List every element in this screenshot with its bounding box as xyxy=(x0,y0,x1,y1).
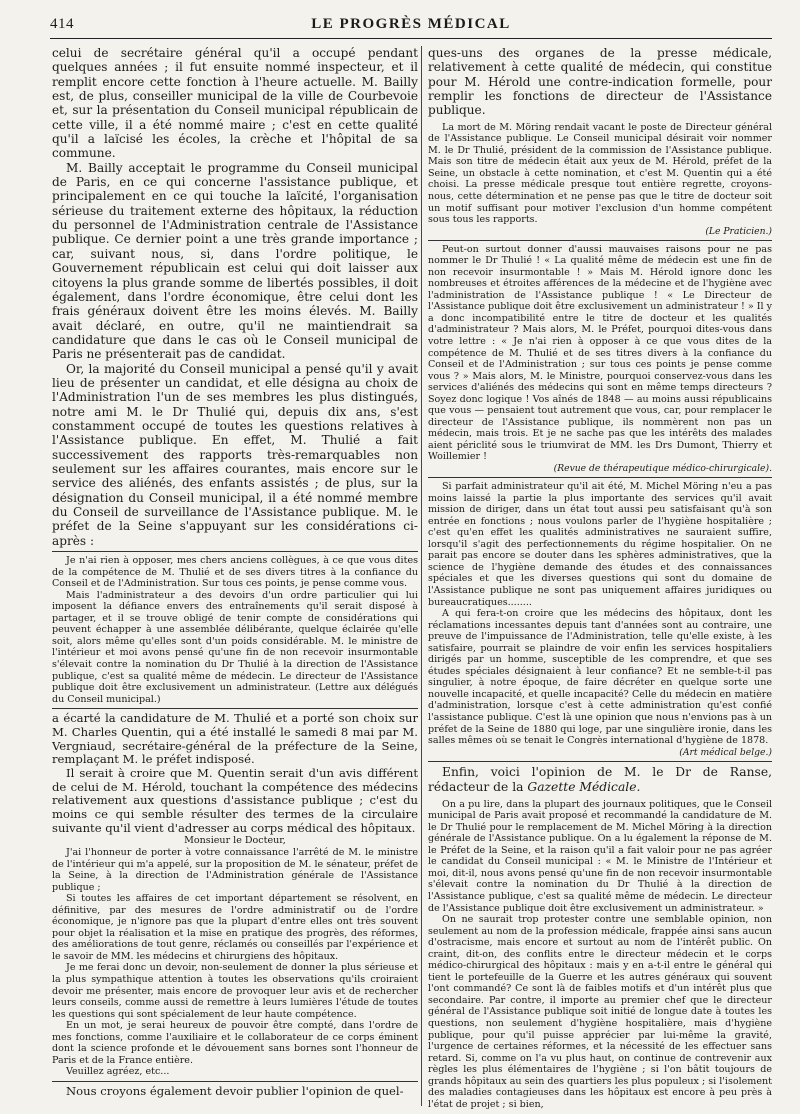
section-heading-text: Enfin, voici l'opinion de M. le Dr de Ranse, rédacteur de la xyxy=(428,764,772,794)
page-number: 414 xyxy=(50,16,74,32)
quote-paragraph: On a pu lire, dans la plupart des journaux politiques, que le Conseil municipal de Paris avait proposé et recommandé la candidature de M. le Dr Thulié pour le remplacement de M. Michel Möring à la direction générale de l'Assistance publique. On a lu également la réponse de M. le Préfet de la Seine, et la raison qu'il a fait valoir pour ne pas agréer le candidat du Conseil municipal : « M. le Ministre de l'Intérieur et moi, dit-il, nous avons pensé qu'une fin de non recevoir insurmontable s'élevait contre la nomination du Dr Thulié à la direction de l'Assistance publique, c'est sa qualité même de médecin. Le directeur de l'Assistance publique doit être exclusivement un administrateur. » xyxy=(428,798,772,914)
paragraph: M. Bailly acceptait le programme du Conseil municipal de Paris, en ce qui concerne l'assistance publique, et principalement en ce qui touche la laïcité, l'organisation sérieuse du traitement externe des hôpitaux, la réduction du personnel de l'Administration centrale de l'Assistance publique. Ce dernier point a une très grande importance ; car, suivant nous, si, dans l'ordre politique, le Gouvernement républicain est celui qui doit laisser aux citoyens la plus grande somme de libertés possibles, il doit également, dans l'ordre économique, être celui dont les frais généraux doivent être les moins élevés. M. Bailly avait déclaré, en outre, qu'il ne maintiendrait sa candidature que dans le cas où le Conseil municipal de Paris ne présenterait pas de candidat. xyxy=(52,160,418,362)
paragraph: a écarté la candidature de M. Thulié et a porté son choix sur M. Charles Quentin, qui a été installé le samedi 8 mai par M. Vergniaud, secrétaire-général de la préfecture de la Seine, remplaçant M. le préfet indisposé. xyxy=(52,711,418,767)
quote-paragraph: Je n'ai rien à opposer, mes chers anciens collègues, à ce que vous dites de la compétence de M. Thulié et de ses divers titres à la confiance du Conseil et de l'Administration. Sur tous ces points, je pense comme vous. xyxy=(52,555,418,590)
quote-paragraph: La mort de M. Möring rendait vacant le poste de Directeur général de l'Assistance publique. Le Conseil municipal désirait voir nommer M. le Dr Thulié, président de la commission de l'Assistance publique. Mais son titre de médecin était aux yeux de M. Hérold, préfet de la Seine, un obstacle à cette nomination, et c'est M. Quentin qui a été choisi. La presse médicale presque tout entière regrette, croyons-nous, cette détermination et ne pense pas que le titre de docteur soit un motif suffisant pour motiver l'exclusion d'un homme compétent sous tous les rapports. xyxy=(428,121,772,226)
quote-paragraph: Mais l'administrateur a des devoirs d'un ordre particulier qui lui imposent la défiance envers des entraînements qu'il serait disposé à partager, et il se trouve obligé de tenir compte de considérations qui peuvent échapper à une assemblée délibérante, quelque éclairée qu'elle soit, alors même qu'elles sont d'un poids considérable. M. le ministre de l'intérieur et moi avons pensé qu'une fin de non recevoir insurmontable s'élevait contre la nomination du Dr Thulié à la direction de l'Assistance publique, c'est sa qualité même de médecin. Le directeur de l'Assistance publique doit être exclusivement un administrateur. (Lettre aux délégués du Conseil municipal.) xyxy=(52,589,418,705)
quote-rule xyxy=(428,761,772,762)
quote-source: (Art médical belge.) xyxy=(679,746,772,758)
section-heading xyxy=(428,765,772,795)
letter-paragraph: J'ai l'honneur de porter à votre connaissance l'arrêté de M. le ministre de l'intérieur qui m'a appelé, sur la proposition de M. le sénateur, préfet de la Seine, à la direction de l'Administration générale de l'Assistance publique ; xyxy=(52,847,418,893)
letter-salutation: Monsieur le Docteur, xyxy=(184,835,286,847)
running-head xyxy=(50,14,772,39)
paragraph: Il serait à croire que M. Quentin serait d'un avis différent de celui de M. Hérold, touchant la compétence des médecins relativement aux questions d'assistance publique ; c'est du moins ce qui semble résulter des termes de la circulaire suivante qu'il vient d'adresser au corps médical des hôpitaux. xyxy=(52,765,418,835)
paragraph: celui de secrétaire général qu'il a occupé pendant quelques années ; il fut ensuite nommé inspecteur, et il remplit encore cette fonction à l'heure actuelle. M. Bailly est, de plus, conseiller municipal de la ville de Courbevoie et, sur la présentation du Conseil municipal républicain de cette ville, il a été nommé maire ; c'est en cette qualité qu'il a laïcisé les écoles, la crèche et l'hôpital de sa commune. xyxy=(52,46,418,161)
quote-rule xyxy=(52,708,418,709)
paragraph: Or, la majorité du Conseil municipal a pensé qu'il y avait lieu de présenter un candidat, et elle désigna au choix de l'Administration l'un de ses membres les plus distingués, notre ami M. le Dr Thulié qui, depuis dix ans, s'est constamment occupé de toutes les questions relatives à l'Assistance publique. En effet, M. Thulié a fait successivement des rapports très-remarquables non seulement sur les affaires courantes, mais encore sur le service des aliénés, des enfants assistés ; de plus, sur la désignation du Conseil municipal, il a été nommé membre du Conseil de surveillance de l'Assistance publique. M. le préfet de la Seine s'appuyant sur les considérations ci-après : xyxy=(52,361,418,548)
quote-rule xyxy=(428,240,772,241)
quote-rule xyxy=(52,1081,418,1082)
letter-paragraph: En un mot, je serai heureux de pouvoir être compté, dans l'ordre de mes fonctions, comme l'auxiliaire et le collaborateur de ce corps éminent dont la science profonde et le dévouement sans bornes sont l'honneur de Paris et de la France entière. xyxy=(52,1020,418,1066)
column-divider xyxy=(421,46,422,1106)
letter-closing: Veuillez agréez, etc... xyxy=(66,1066,170,1078)
quote-rule xyxy=(428,477,772,478)
quote-source: (Le Praticien.) xyxy=(705,225,772,237)
paragraph: Nous croyons également devoir publier l'opinion de quel- xyxy=(66,1083,404,1098)
letter-paragraph: Je me ferai donc un devoir, non-seulement de donner la plus sérieuse et la plus sympathique attention à toutes les observations qu'ils croiraient devoir me présenter, mais encore de provoquer leur avis et de rechercher leurs conseils, comme aussi de remettre à leurs lumières l'étude de toutes les questions qui sont spécialement de leur haute compétence. xyxy=(52,962,418,1020)
quote-paragraph: Peut-on surtout donner d'aussi mauvaises raisons pour ne pas nommer le Dr Thulié ! « La qualité même de médecin est une fin de non recevoir insurmontable ! » Mais M. Hérold ignore donc les nombreuses et étroites afférences de la médecine et de l'hygiène avec l'administration de l'Assistance publique ! « Le Directeur de l'Assistance publique doit être exclusivement un administrateur ! » Il y a donc incompatibilité entre le titre de docteur et les qualités d'administrateur ? Mais alors, M. le Préfet, pourquoi dites-vous dans votre lettre : « Je n'ai rien à opposer à ce que vous dites de la compétence de M. Thulié et de ses titres divers à la confiance du Conseil et de l'Administration ; sur tous ces points je pense comme vous ? » Mais alors, M. le Ministre, pourquoi conservez-vous dans les services d'aliénés des médecins qui sont en même temps directeurs ? Soyez donc logique ! Vos aînés de 1848 — au moins aussi républicains que vous — pensaient tout autrement que vous, car, pour remplacer le directeur de l'Assistance publique, ils nommèrent non pas un médecin, mais trois. Et je ne sache pas que les intérêts des malades aient périclité sous le triumvirat de MM. les Drs Dumont, Thierry et Woillemier ! xyxy=(428,243,772,463)
gazette-title: Gazette Médicale. xyxy=(527,779,641,794)
paragraph: ques-uns des organes de la presse médicale, relativement à cette qualité de médecin, qui constitue pour M. Hérold une contre-indication formelle, pour remplir les fonctions de directeur de l'Assistance publique. xyxy=(428,46,772,118)
quote-paragraph: Si parfait administrateur qu'il ait été, M. Michel Möring n'eu a pas moins laissé la partie la plus importante des services qu'il avait mission de diriger, dans un état tout aussi peu satisfaisant qu'à son entrée en fonctions ; nous voulons parler de l'hygiène hospitalière ; c'est qu'en effet les qualités administratives ne sauraient suffire, lorsqu'il s'agit des perfectionnements du régime hospitalier. On ne parait pas encore se douter dans les sphères administratives, que la science de l'hygiène demande des études et des connaissances spéciales et que les diverses questions qui sont du domaine de l'Assistance publique ne sont pas uniquement affaires juridiques ou bureaucratiques........ xyxy=(428,481,772,608)
quote-paragraph: A qui fera-t-on croire que les médecins des hôpitaux, dont les réclamations incessantes depuis tant d'années sont au contraire, une preuve de l'impuissance de l'Administration, telle qu'elle existe, à les satisfaire, pourrait se plaindre de voir enfin les services hospitaliers dirigés par un homme, susceptible de les comprendre, et que ses études spéciales désignaient à leur confiance? Et ne semble-t-il pas singulier, à notre époque, de faire décréter en quelque sorte une nouvelle incapacité, et quelle incapacité? Celle du médecin en matière d'administration, lorsque c'est à cette administration qu'est confié l'assistance publique. C'est là une opinion que nous n'envions pas à un préfet de la Seine de 1880 qui loge, par une singulière ironie, dans les salles mêmes où se tenait le Congrès international d'hygiène de 1878. xyxy=(428,608,772,747)
letter-paragraph: Si toutes les affaires de cet important département se résolvent, en définitive, par des mesures de l'ordre administratif ou de l'ordre économique, je n'ignore pas que la plupart d'entre elles ont très souvent pour objet la réalisation et la mise en pratique des progrès, des réformes, des améliorations de tout genre, réclamés ou conseillés par l'expérience et le savoir de MM. les médecins et chirurgiens des hôpitaux. xyxy=(52,893,418,962)
quote-source: (Revue de thérapeutique médico-chirurgicale). xyxy=(553,463,772,475)
left-column xyxy=(52,46,418,1110)
quote-paragraph: On ne saurait trop protester contre une semblable opinion, non seulement au nom de la profession médicale, frappée ainsi sans aucun d'ostracisme, mais encore et surtout au nom de l'intérêt public. On craint, dit-on, des conflits entre le directeur médecin et le corps médico-chirurgical des hôpitaux : mais y en a-t-il entre le général qui tient le portefeuille de la Guerre et les autres généraux qui souvent l'ont commandé? Ce sont là de faibles motifs et d'un intérêt plus que secondaire. Par contre, il importe au premier chef que le directeur général de l'Assistance publique soit initié de longue date à toutes les questions, non seulement d'hygiène hospitalière, mais d'hygiène publique, pour qu'il puisse apprécier par lui-même la gravité, l'urgence de certaines réformes, et la nécessité de les effectuer sans retard. Si, comme on l'a vu plus haut, on continue de contrevenir aux règles les plus élémentaires de l'hygiène ; si l'on bâtit toujours de grands hôpitaux au sein des quartiers les plus populeux ; si l'isolement des maladies contagieuses dans les hôpitaux est encore à peu près à l'état de projet ; si bien, xyxy=(428,914,772,1110)
journal-title: LE PROGRÈS MÉDICAL xyxy=(311,16,511,32)
right-column xyxy=(428,46,772,1110)
quote-rule xyxy=(52,551,418,552)
